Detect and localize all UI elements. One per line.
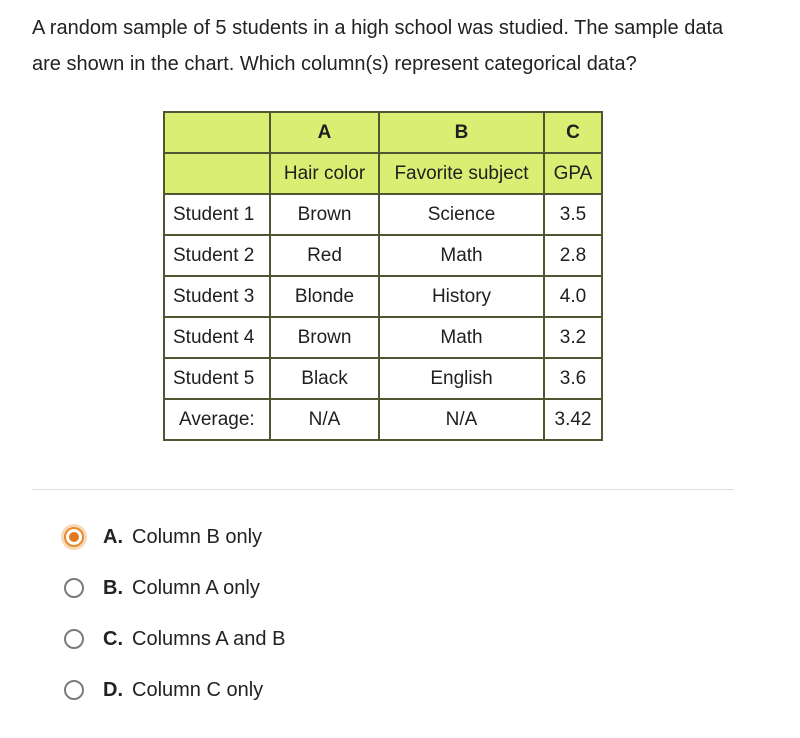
- table-cell: Blonde: [270, 276, 379, 317]
- option-letter: B.: [103, 576, 123, 599]
- answer-options: [62, 518, 285, 722]
- table-cell: 2.8: [544, 235, 602, 276]
- table-header-row: [164, 153, 602, 194]
- row-label: Student 2: [164, 235, 270, 276]
- row-label: Student 1: [164, 194, 270, 235]
- column-header: GPA: [544, 153, 602, 194]
- table-cell: N/A: [270, 399, 379, 440]
- table-cell: 3.5: [544, 194, 602, 235]
- table-cell: English: [379, 358, 544, 399]
- table-cell: History: [379, 276, 544, 317]
- table-row: [164, 358, 602, 399]
- radio-unselected-icon[interactable]: [62, 627, 86, 651]
- table-cell: Brown: [270, 317, 379, 358]
- table-cell: 3.42: [544, 399, 602, 440]
- row-label: Student 3: [164, 276, 270, 317]
- answer-option-d[interactable]: [62, 671, 285, 709]
- table-letter-row: [164, 112, 602, 153]
- data-table: [163, 111, 603, 441]
- option-label: Columns A and B: [132, 627, 286, 650]
- option-label: Column C only: [132, 678, 264, 701]
- option-label: Column A only: [132, 576, 260, 599]
- table-corner-cell: [164, 153, 270, 194]
- table-row: [164, 276, 602, 317]
- table-row: [164, 194, 602, 235]
- table-cell: Science: [379, 194, 544, 235]
- table-row: [164, 317, 602, 358]
- row-label: Student 5: [164, 358, 270, 399]
- column-letter: B: [379, 112, 544, 153]
- option-letter: A.: [103, 525, 123, 548]
- option-letter: D.: [103, 678, 123, 701]
- row-label: Average:: [164, 399, 270, 440]
- column-letter: C: [544, 112, 602, 153]
- divider: [32, 489, 734, 490]
- row-label: Student 4: [164, 317, 270, 358]
- column-header: Hair color: [270, 153, 379, 194]
- option-label: Column B only: [132, 525, 263, 548]
- table-row-average: [164, 399, 602, 440]
- table-cell: Math: [379, 235, 544, 276]
- table-cell: 3.2: [544, 317, 602, 358]
- table-cell: Brown: [270, 194, 379, 235]
- column-letter: A: [270, 112, 379, 153]
- option-letter: C.: [103, 627, 123, 650]
- radio-selected-icon[interactable]: [61, 524, 87, 550]
- table-cell: Math: [379, 317, 544, 358]
- radio-unselected-icon[interactable]: [62, 678, 86, 702]
- answer-option-c[interactable]: [62, 620, 285, 658]
- radio-unselected-icon[interactable]: [62, 576, 86, 600]
- question-text: A random sample of 5 students in a high school was studied. The sample data are shown in the chart. Which column(s) represent categorical data?: [32, 17, 724, 75]
- column-header: Favorite subject: [379, 153, 544, 194]
- table-cell: 3.6: [544, 358, 602, 399]
- table-cell: 4.0: [544, 276, 602, 317]
- table-cell: N/A: [379, 399, 544, 440]
- table-row: [164, 235, 602, 276]
- table-cell: Black: [270, 358, 379, 399]
- table-corner-cell: [164, 112, 270, 153]
- answer-option-a[interactable]: [62, 518, 285, 556]
- table-cell: Red: [270, 235, 379, 276]
- answer-option-b[interactable]: [62, 569, 285, 607]
